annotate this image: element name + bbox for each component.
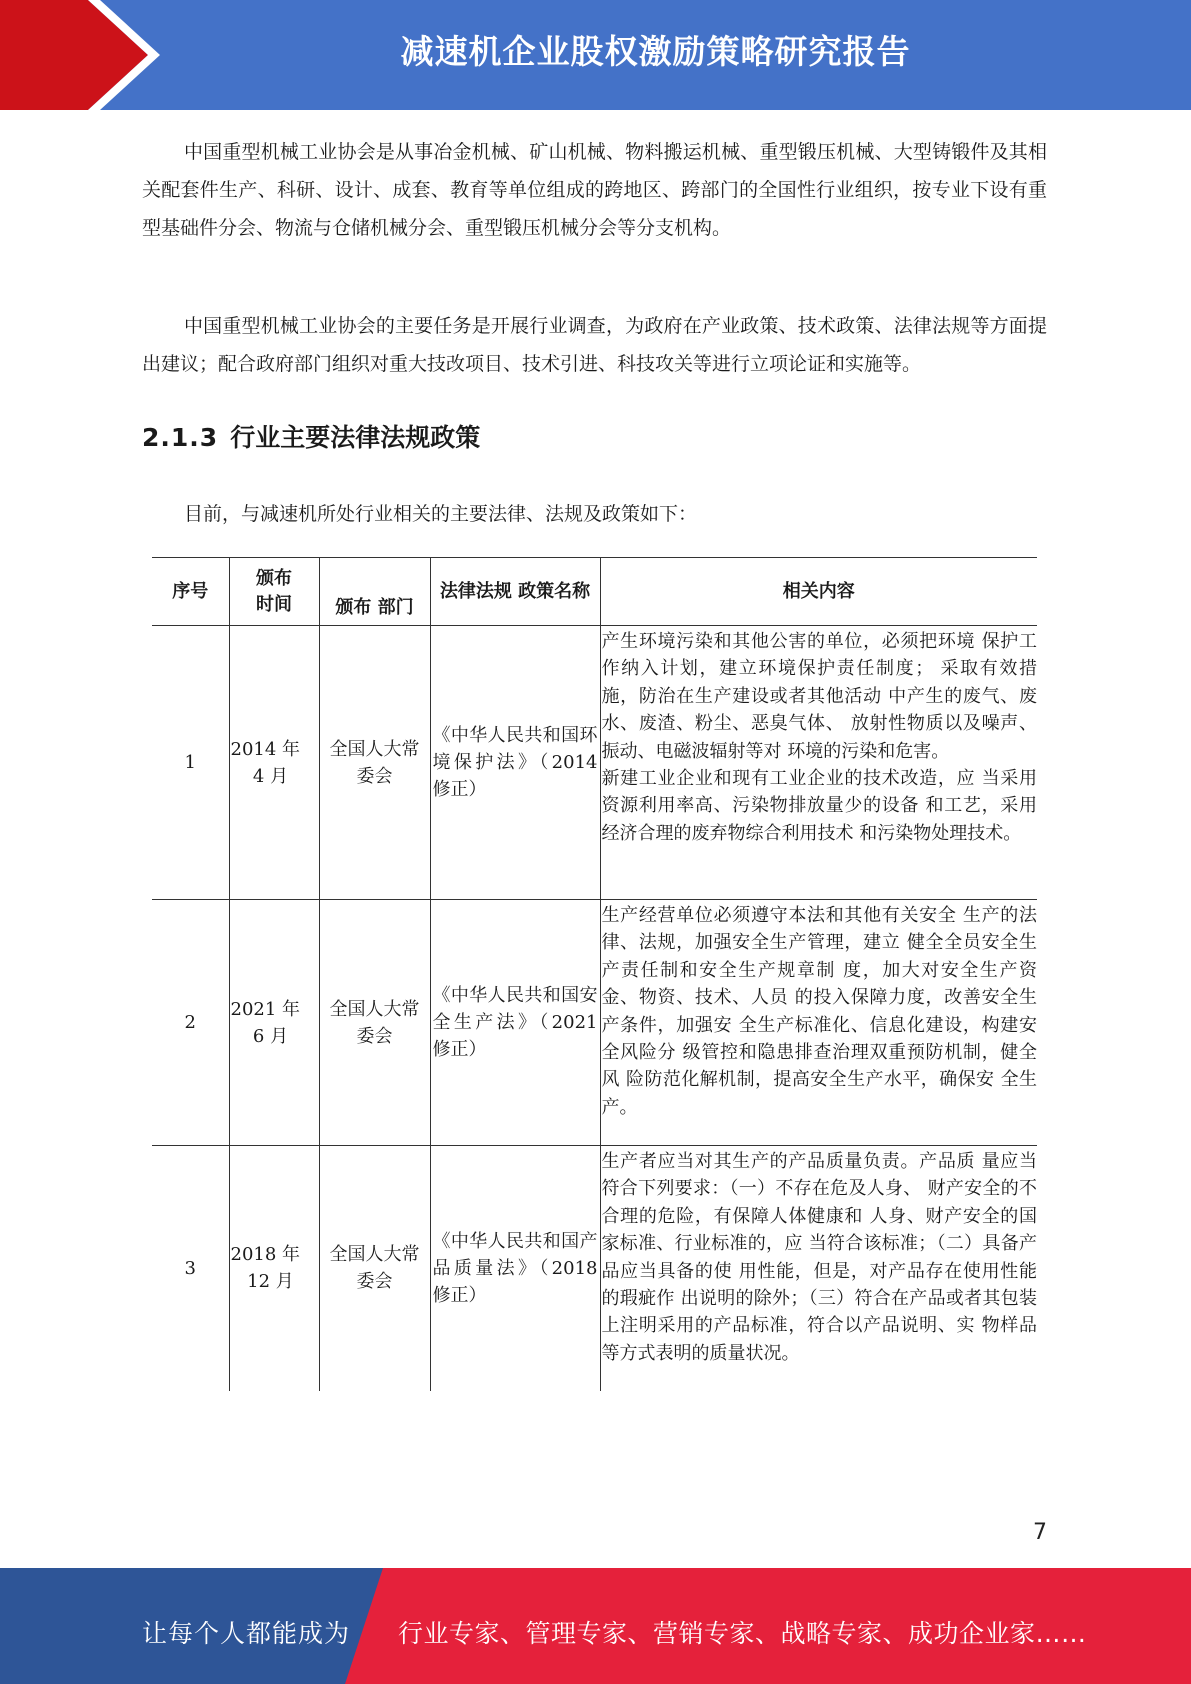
table-row (152, 900, 1037, 1146)
page-header (0, 0, 1191, 110)
row-dept: 全国人大常委会 (319, 1146, 430, 1391)
header-name: 法律法规 政策名称 (430, 558, 600, 626)
paragraph-association-intro: 中国重型机械工业协会是从事冶金机械、矿山机械、物料搬运机械、重型锻压机械、大型铸锻件及其相关配套件生产、科研、设计、成套、教育等单位组成的跨地区、跨部门的全国性行业组织，按专业下设有重型基础件分会、物流与仓储机械分会、重型锻压机械分会等分支机构。 (142, 141, 1047, 239)
row-no: 2 (152, 900, 229, 1146)
header-dept: 颁布 部门 (319, 558, 430, 626)
row-law-name: 《中华人民共和国环境保护法》（2014 修正） (430, 626, 600, 900)
row-date (229, 1146, 319, 1391)
page-footer (0, 1568, 1191, 1684)
row-dept: 全国人大常委会 (319, 900, 430, 1146)
row-content-paragraph: 生产经营单位必须遵守本法和其他有关安全 生产的法律、法规，加强安全生产管理，建立 健全全员安全生产责任制和安全生产规章制 度，加大对安全生产资金、物资、技术、人员 的投入保障力度，改善安全生产条件，加强安 全生产标准化、信息化建设，构建安全风险分 级管控和隐患排查治理双重预防机制，健全风 险防范化解机制，提高安全生产水平，确保安 全生产。 (601, 905, 1037, 1118)
footer-slogan-right: 行业专家、管理专家、营销专家、战略专家、成功企业家…… (398, 1619, 1087, 1648)
laws-regulations-table (152, 557, 1037, 1391)
row-no: 3 (184, 1257, 196, 1279)
section-heading (142, 418, 480, 454)
row-dept: 全国人大常委会 (319, 626, 430, 900)
row-date (229, 626, 319, 900)
row-law-name: 《中华人民共和国安全生产法》（2021 修正） (430, 900, 600, 1146)
row-content-paragraph: 新建工业企业和现有工业企业的技术改造，应 当采用资源利用率高、污染物排放量少的设备 和工艺，采用经济合理的废弃物综合利用技术 和污染物处理技术。 (601, 768, 1037, 844)
section-number: 2.1.3 (142, 423, 219, 452)
header-no: 序号 (152, 558, 229, 626)
table-row (152, 626, 1037, 900)
row-law-name: 《中华人民共和国产品质量法》（2018 修正） (430, 1146, 600, 1391)
row-date (229, 900, 319, 1146)
row-no: 1 (152, 626, 229, 900)
header-date-line1: 颁布 (256, 567, 292, 589)
section-title: 行业主要法律法规政策 (230, 423, 481, 452)
header-date (229, 558, 319, 626)
row-content (600, 900, 1037, 1146)
row-content-paragraph: 产生环境污染和其他公害的单位，必须把环境 保护工作纳入计划，建立环境保护责任制度； 采取有效措施，防治在生产建设或者其他活动 中产生的废气、废水、废渣、粉尘、恶臭气体、 放射性物质以及噪声、振动、电磁波辐射等对 环境的污染和危害。 (601, 631, 1037, 762)
header-content: 相关内容 (600, 558, 1037, 626)
row-date-year: 2018 年 (230, 1244, 301, 1266)
row-date-month: 4 月 (252, 765, 289, 787)
paragraph-association-tasks: 中国重型机械工业协会的主要任务是开展行业调查，为政府在产业政策、技术政策、法律法规等方面提出建议；配合政府部门组织对重大技改项目、技术引进、科技攻关等进行立项论证和实施等。 (142, 315, 1047, 375)
row-date-year: 2014 年 (230, 738, 301, 760)
row-content-paragraph: 生产者应当对其生产的产品质量负责。产品质 量应当符合下列要求：（一）不存在危及人身、 财产安全的不合理的危险，有保障人体健康和 人身、财产安全的国家标准、行业标准的，应 当符合该标准；（二）具备产品应当具备的使 用性能，但是，对产品存在使用性能的瑕疵作 出说明的除外；（三）符合在产品或者其包装 上注明采用的产品标准，符合以产品说明、实 物样品等方式表明的质量状况。 (601, 1151, 1037, 1364)
row-date-year: 2021 年 (230, 998, 301, 1020)
table-header-row (152, 558, 1037, 626)
header-date-line2: 时间 (256, 593, 292, 615)
footer-slogan-left: 让每个人都能成为 (142, 1619, 351, 1648)
row-content (600, 626, 1037, 900)
table-intro-text: 目前，与减速机所处行业相关的主要法律、法规及政策如下： (184, 503, 698, 525)
row-content (600, 1146, 1037, 1391)
page-number: 7 (1033, 1520, 1047, 1545)
report-title: 减速机企业股权激励策略研究报告 (400, 32, 911, 71)
row-date-month: 12 月 (247, 1271, 294, 1293)
row-date-month: 6 月 (252, 1025, 289, 1047)
table-row (152, 1146, 1037, 1391)
